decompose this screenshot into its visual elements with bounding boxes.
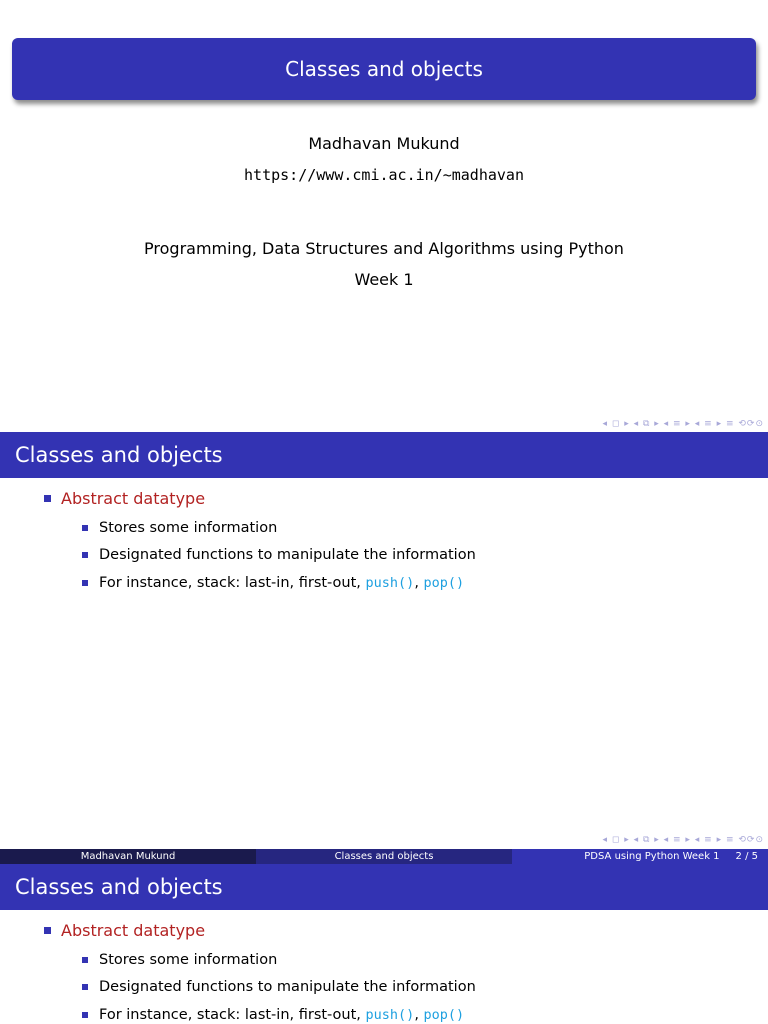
author-url[interactable]: https://www.cmi.ac.in/~madhavan — [244, 166, 524, 184]
beamer-navigation-icons[interactable]: ◂ ◻ ▸ ◂ ⧉ ▸ ◂ ≡ ▸ ◂ ≡ ▸ ≡ ⟲⟳⊙ — [602, 419, 764, 429]
square-bullet-icon — [82, 525, 88, 531]
sub-bullet-item — [82, 575, 464, 591]
square-bullet-icon — [82, 1012, 88, 1018]
frame-title-bar — [0, 432, 768, 478]
content-slide — [0, 432, 768, 864]
bullet-item-main — [44, 489, 205, 508]
square-bullet-icon — [44, 927, 51, 934]
frame-title: Classes and objects — [15, 443, 223, 467]
bullet-text: Abstract datatype — [61, 921, 206, 940]
separator: , — [414, 575, 419, 591]
square-bullet-icon — [44, 495, 51, 502]
sub-bullet-item — [82, 979, 476, 995]
square-bullet-icon — [82, 984, 88, 990]
sub-bullet-item — [82, 952, 277, 968]
week-label: Week 1 — [354, 270, 414, 289]
sub-bullet-item — [82, 520, 277, 536]
footer-author — [0, 849, 256, 864]
presentation-title: Classes and objects — [285, 57, 483, 81]
sub-bullet-text: Designated functions to manipulate the information — [99, 979, 476, 995]
sub-bullet-text: Stores some information — [99, 520, 278, 536]
footer-course-page — [512, 849, 768, 864]
footer-title — [256, 849, 512, 864]
page-number: 2 / 5 — [735, 851, 758, 862]
separator: , — [414, 1007, 419, 1023]
sub-bullet-text: For instance, stack: last-in, first-out, — [99, 575, 361, 591]
sub-bullet-item — [82, 547, 476, 563]
code-push: push() — [365, 1007, 415, 1023]
beamer-navigation-icons[interactable]: ◂ ◻ ▸ ◂ ⧉ ▸ ◂ ≡ ▸ ◂ ≡ ▸ ≡ ⟲⟳⊙ — [602, 835, 764, 845]
sub-bullet-text: For instance, stack: last-in, first-out, — [99, 1007, 361, 1023]
content-slide-partial — [0, 864, 768, 1024]
course-name: Programming, Data Structures and Algorithms using Python — [144, 239, 624, 258]
sub-bullet-text: Designated functions to manipulate the information — [99, 547, 476, 563]
sub-bullet-item — [82, 1007, 464, 1023]
code-pop: pop() — [423, 1007, 465, 1023]
title-banner — [12, 38, 756, 100]
title-slide — [0, 0, 768, 432]
frame-title: Classes and objects — [15, 875, 223, 899]
square-bullet-icon — [82, 957, 88, 963]
footline — [0, 849, 768, 864]
bullet-text: Abstract datatype — [61, 489, 206, 508]
frame-title-bar — [0, 864, 768, 910]
footer-course-text: PDSA using Python Week 1 — [584, 851, 720, 862]
footer-title-text: Classes and objects — [334, 851, 434, 862]
footer-author-text: Madhavan Mukund — [80, 851, 176, 862]
author-name: Madhavan Mukund — [308, 134, 460, 153]
code-push: push() — [365, 575, 415, 591]
code-pop: pop() — [423, 575, 465, 591]
sub-bullet-text: Stores some information — [99, 952, 278, 968]
square-bullet-icon — [82, 580, 88, 586]
square-bullet-icon — [82, 552, 88, 558]
bullet-item-main — [44, 921, 205, 940]
